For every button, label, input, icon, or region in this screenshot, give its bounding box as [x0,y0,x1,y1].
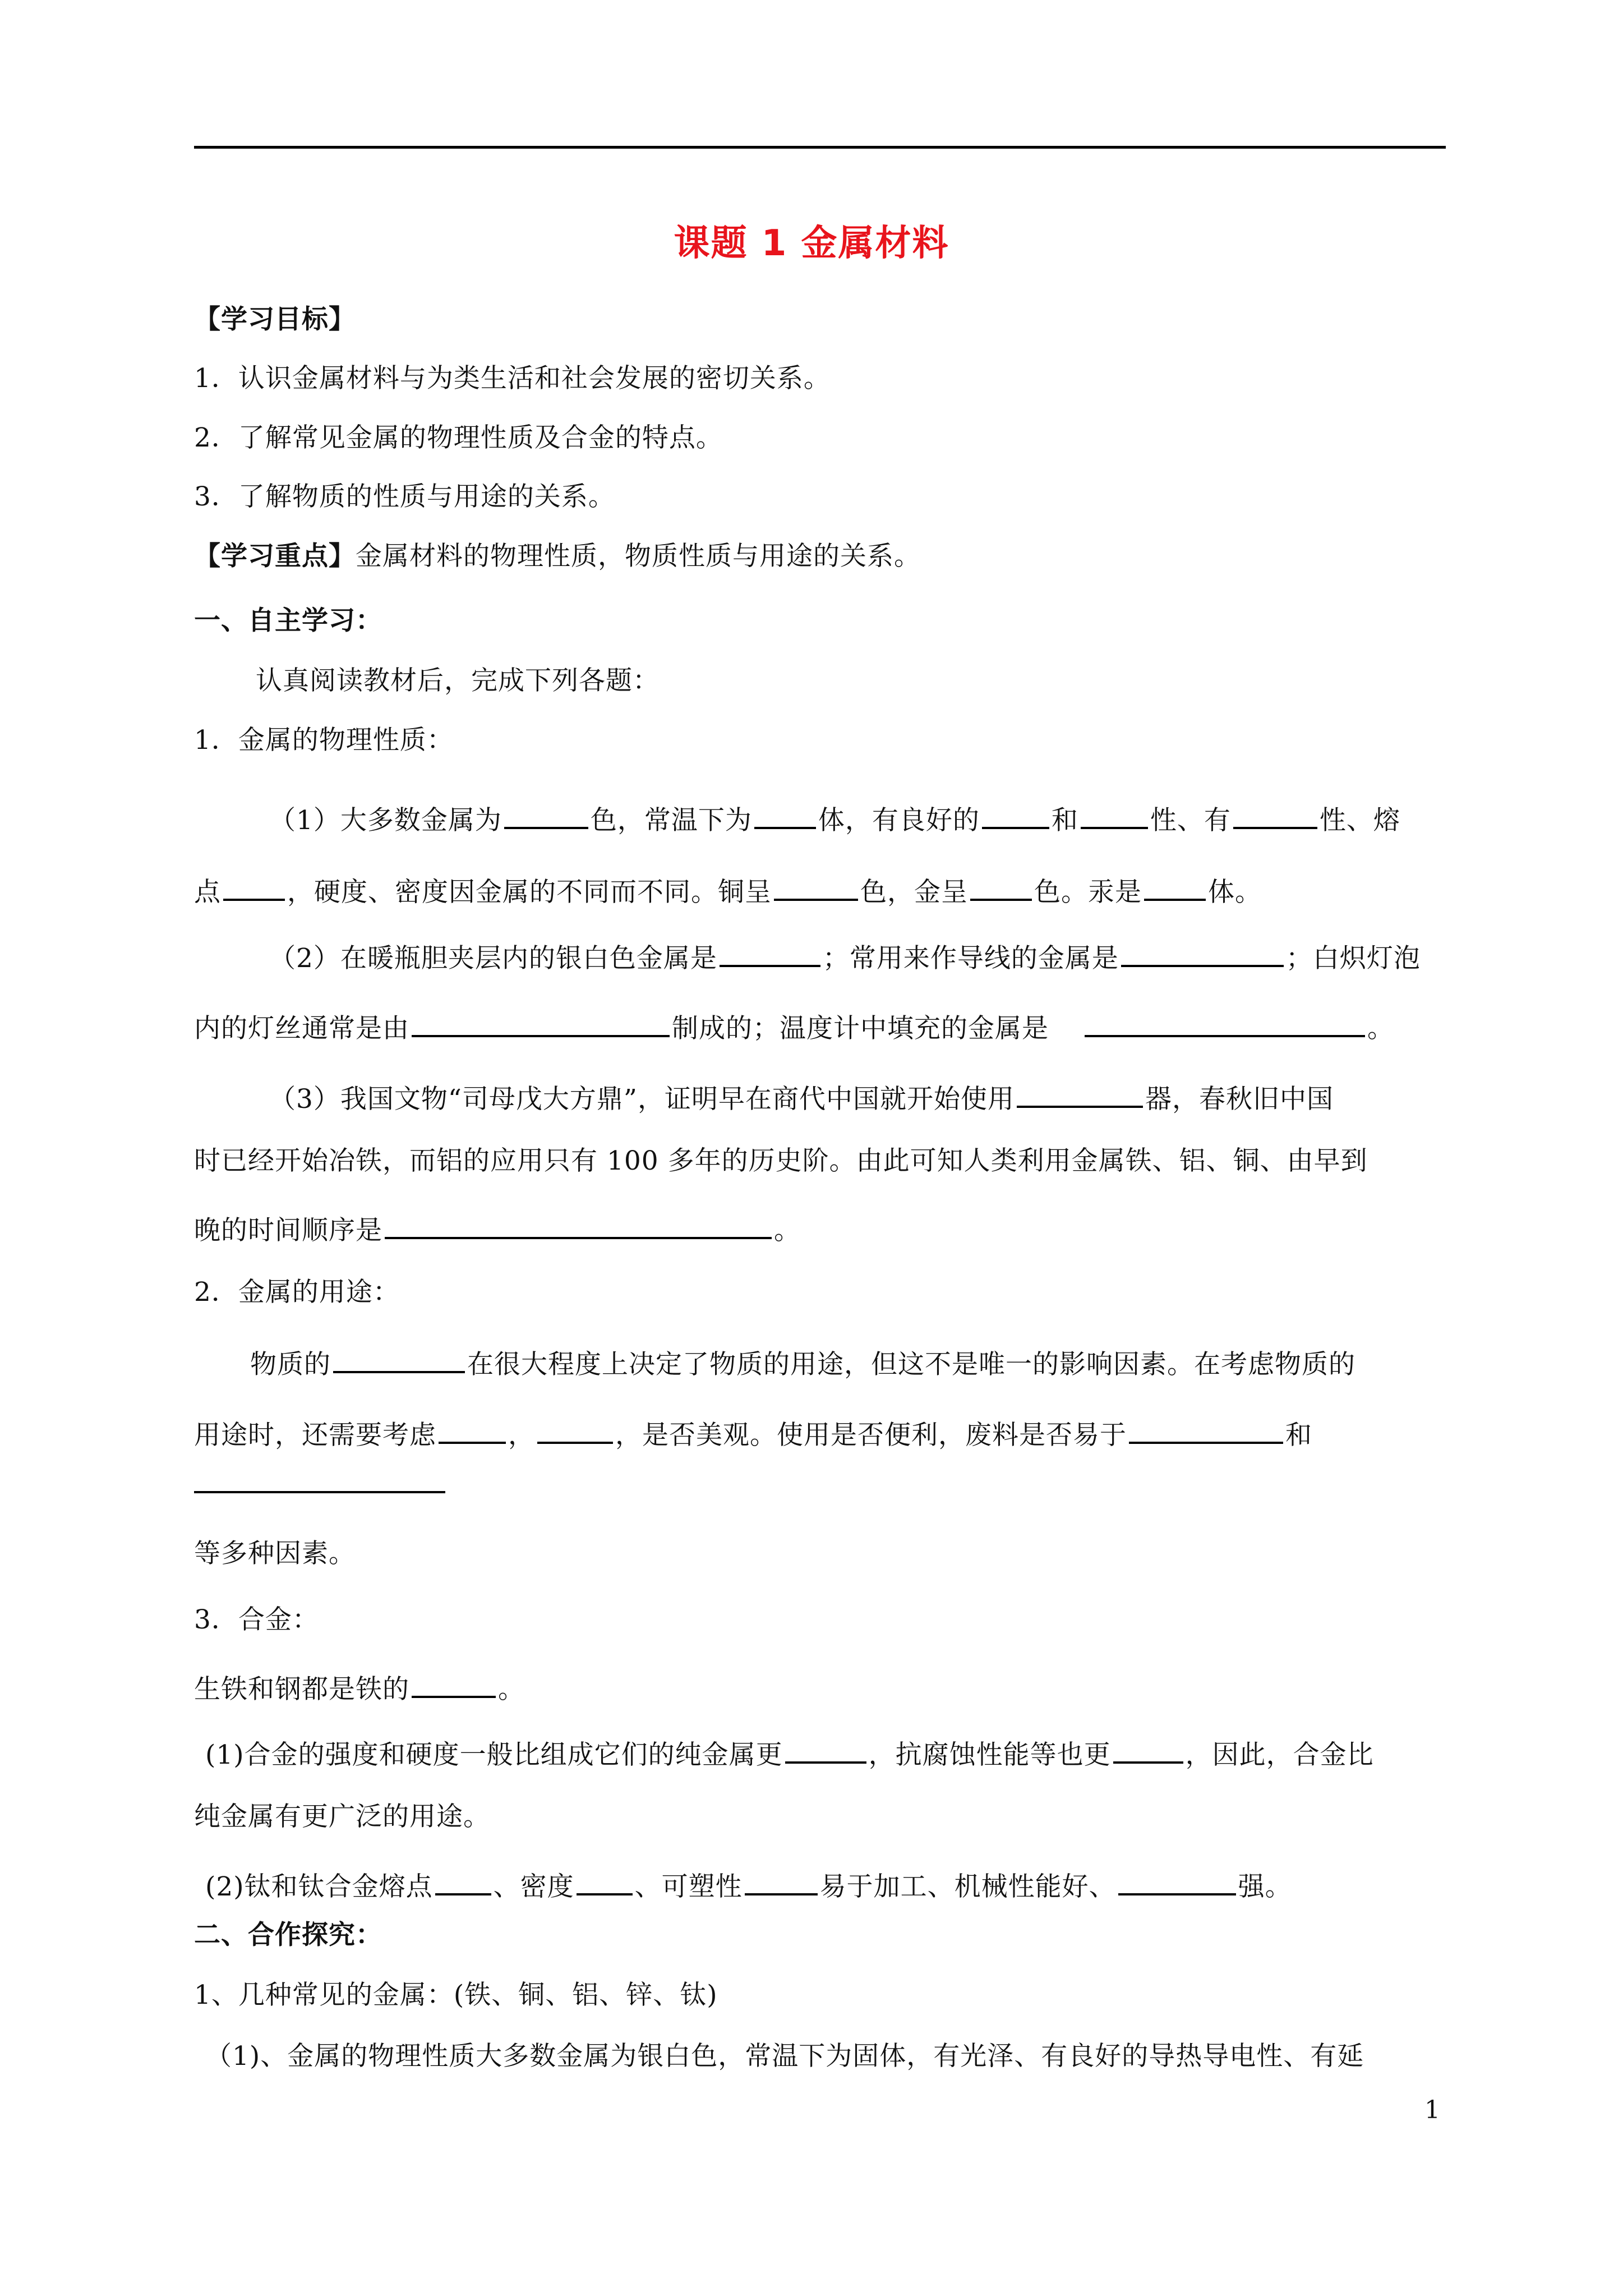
q1-3-line [269,1079,1521,1116]
objective-1: 1．认识金属材料与为类生活和社会发展的密切关系。 [194,363,831,394]
q3-1-text: ，因此，合金比 [1185,1740,1374,1770]
fill-blank[interactable] [412,1669,496,1698]
fill-blank[interactable] [537,1415,613,1444]
q1-1-text: 性、熔 [1319,805,1400,836]
section1-intro: 认真阅读教材后，完成下列各题： [256,665,660,696]
fill-blank[interactable] [385,1210,772,1239]
fill-blank[interactable] [1081,800,1148,829]
q1-3-text: 器，春秋旧中国 [1145,1084,1334,1115]
q1-1b-text: 点 [194,877,221,908]
objectives-heading: 【学习目标】 [194,304,356,335]
q1-1b-text: ，硬度、密度因金属的不同而不同。铜呈 [287,877,772,908]
q3-2-text: 、密度 [493,1871,574,1902]
q1-1b-line [194,872,1446,909]
fill-blank[interactable] [333,1344,465,1373]
section1-heading: 一、自主学习： [194,605,382,636]
q2-b-text: 用途时，还需要考虑 [194,1420,436,1451]
s2-2-line: （1)、金属的物理性质大多数金属为银白色，常温下为固体，有光泽、有良好的导热导电性、有延 [205,2041,1364,2072]
fill-blank[interactable] [577,1866,633,1895]
q2-title: 2．金属的用途： [194,1277,400,1308]
fill-blank[interactable] [982,800,1049,829]
page-title: 课题 1 金属材料 [674,223,949,264]
fill-blank[interactable] [1118,1866,1236,1895]
fill-blank[interactable] [754,800,816,829]
q3-1-text: (1)合金的强度和硬度一般比组成它们的纯金属更 [205,1740,783,1770]
fill-blank[interactable] [439,1415,506,1444]
q3-2-text: 、可塑性 [634,1871,743,1902]
q1-3c-line [194,1210,1446,1248]
fill-blank[interactable] [745,1866,818,1895]
fill-blank[interactable] [1129,1415,1283,1444]
fill-blank[interactable] [1121,938,1284,967]
q3-a-text: 。 [498,1674,525,1705]
header-rule [194,146,1446,149]
objective-2: 2．了解常见金属的物理性质及合金的特点。 [194,422,723,453]
q1-1-line [269,800,1521,838]
fill-blank[interactable] [1233,800,1317,829]
q1-1-text: 和 [1051,805,1078,836]
focus-line [194,540,1446,573]
fill-blank[interactable] [194,1464,445,1493]
fill-blank[interactable] [1144,872,1206,901]
q3-2-text: (2)钛和钛合金熔点 [205,1871,433,1902]
q1-1b-text: 色，金呈 [860,877,968,908]
q2-b-text: 和 [1285,1420,1312,1451]
fill-blank[interactable] [435,1866,491,1895]
q2-b-text: ， [508,1420,535,1451]
fill-blank[interactable] [504,800,588,829]
q1-2b-text: 内的灯丝通常是由 [194,1013,409,1044]
q1-3b-line: 时已经开始冶铁，而铝的应用只有 100 多年的历史阶。由此可知人类利用金属铁、铝、铜、由早到 [194,1145,1368,1176]
fill-blank[interactable] [970,872,1032,901]
q1-2-line [269,938,1521,976]
q3-2-text: 易于加工、机械性能好、 [819,1871,1116,1902]
q1-3c-text: 。 [774,1215,801,1246]
fill-blank[interactable] [720,938,820,967]
q3-1-line [205,1734,1457,1772]
q3-1-text: ，抗腐蚀性能等也更 [868,1740,1111,1770]
q3-2-line [205,1866,1457,1904]
q1-1b-text: 体。 [1208,877,1262,908]
q3-a-line [194,1669,1446,1706]
q3-title: 3．合金： [194,1604,319,1635]
fill-blank[interactable] [774,872,858,901]
q1-2-text: （2）在暖瓶胆夹层内的银白色金属是 [269,943,717,974]
q1-2b-text: 。 [1367,1013,1394,1044]
q3-2-text: 强。 [1238,1871,1292,1902]
focus-heading: 【学习重点】 [194,541,356,572]
q2-b-text: ，是否美观。使用是否便利，废料是否易于 [615,1420,1127,1451]
q1-2b-text: 制成的；温度计中填充的金属是 [672,1013,1049,1044]
objective-3: 3．了解物质的性质与用途的关系。 [194,481,615,512]
q2-b-line [194,1415,1446,1452]
fill-blank[interactable] [785,1734,866,1764]
q1-3c-text: 晚的时间顺序是 [194,1215,382,1246]
q3-a-text: 生铁和钢都是铁的 [194,1674,409,1705]
fill-blank[interactable] [1113,1734,1183,1764]
fill-blank[interactable] [223,872,285,901]
q1-1-text: 体，有良好的 [818,805,980,836]
q1-2-text: ；白炽灯泡 [1285,943,1421,974]
q1-1b-text: 色。汞是 [1034,877,1142,908]
q2-a-text: 物质的 [250,1349,331,1380]
q1-1-text: 性、有 [1150,805,1231,836]
focus-text: 金属材料的物理性质，物质性质与用途的关系。 [356,541,921,572]
q2-c-line [194,1464,1446,1502]
section2-heading: 二、合作探究： [194,1920,382,1950]
fill-blank[interactable] [1085,1008,1365,1037]
q1-2b-line [194,1008,1446,1046]
fill-blank[interactable] [412,1008,670,1037]
q1-2-text: ；常用来作导线的金属是 [822,943,1119,974]
q3-1b-line: 纯金属有更广泛的用途。 [194,1801,490,1832]
q1-3-text: （3）我国文物“司母戊大方鼎”，证明早在商代中国就开始使用 [269,1084,1015,1115]
q1-1-text: 色，常温下为 [590,805,752,836]
s2-1-line: 1、几种常见的金属：(铁、铜、铝、锌、钛) [194,1980,718,2010]
q1-1-text: （1）大多数金属为 [269,805,502,836]
fill-blank[interactable] [1017,1079,1143,1108]
page-number: 1 [1424,2096,1440,2124]
q2-a-text: 在很大程度上决定了物质的用途，但这不是唯一的影响因素。在考虑物质的 [467,1349,1355,1380]
q1-title: 1．金属的物理性质： [194,725,454,756]
q2-a-line [250,1344,1502,1382]
q2-d-line: 等多种因素。 [194,1538,356,1569]
